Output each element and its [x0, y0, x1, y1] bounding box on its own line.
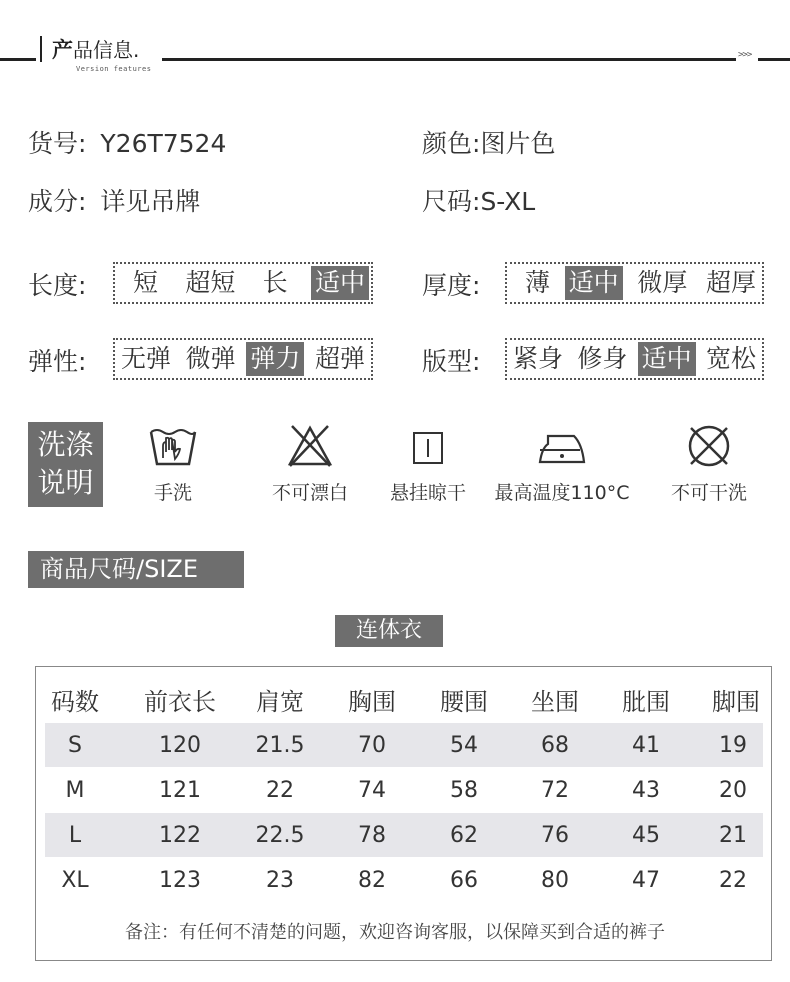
header-arrows: >>> [738, 50, 752, 60]
color-info [422, 124, 555, 160]
wash-item-iron [490, 424, 634, 505]
header-rule-left [0, 58, 36, 61]
category-banner: 连体衣 [335, 615, 443, 647]
wash-item-no-dry-clean [661, 424, 757, 505]
fit-option: 修身 [577, 344, 628, 373]
fit-options [505, 338, 764, 380]
table-cell: 58 [450, 778, 478, 803]
size-chart-note: 备注：有任何不清楚的问题，欢迎咨询客服，以保障买到合适的裤子 [125, 922, 665, 943]
elasticity-option: 微弹 [185, 344, 236, 373]
table-row [45, 768, 763, 812]
thickness-options [505, 262, 764, 304]
table-cell: 19 [719, 733, 747, 758]
elasticity-option: 无弹 [121, 344, 172, 373]
title-first-char: 产 [52, 38, 73, 62]
table-cell: 68 [541, 733, 569, 758]
table-cell: XL [61, 868, 89, 893]
wash-item-hand-wash [133, 424, 213, 505]
wash-label: 不可干洗 [670, 482, 747, 504]
elasticity-option: 超弹 [314, 344, 365, 373]
table-cell: 72 [541, 778, 569, 803]
section-title-product-info [52, 34, 139, 64]
table-cell: 54 [450, 733, 478, 758]
table-header-cell: 胸围 [348, 688, 396, 716]
table-cell: 82 [358, 868, 386, 893]
header-rule-end [758, 58, 790, 61]
table-cell: 41 [632, 733, 660, 758]
table-cell: L [68, 823, 82, 848]
thickness-option: 薄 [525, 268, 551, 297]
wash-label: 不可漂白 [271, 482, 348, 504]
wash-label: 手洗 [153, 482, 192, 504]
wash-label: 悬挂晾干 [389, 482, 466, 504]
table-cell: 74 [358, 778, 386, 803]
table-cell: 21 [719, 823, 747, 848]
title-rest: 品信息. [73, 38, 140, 62]
material-label: 成分: [28, 187, 87, 216]
elasticity-option: 弹力 [246, 342, 304, 376]
table-header-cell: 腰围 [440, 688, 488, 716]
table-cell: 47 [632, 868, 660, 893]
table-header-cell: 肩宽 [256, 688, 304, 716]
wash-label: 最高温度110°C [494, 482, 630, 504]
table-cell: 123 [159, 868, 201, 893]
size-info [422, 182, 535, 218]
table-cell: S [68, 733, 82, 758]
color-label: 颜色: [422, 129, 481, 158]
table-header-cell: 脚围 [712, 688, 760, 716]
washing-title-line2: 说明 [37, 466, 94, 499]
fit-option: 适中 [638, 342, 696, 376]
table-row [45, 813, 763, 857]
table-header-cell: 坐围 [531, 688, 579, 716]
washing-title-line1: 洗涤 [37, 428, 94, 461]
hang-dry-icon [408, 424, 448, 468]
item-number [28, 124, 226, 160]
thickness-option: 微厚 [637, 268, 688, 297]
fit-option: 宽松 [705, 344, 756, 373]
length-option: 短 [133, 268, 159, 297]
table-header-cell: 前衣长 [144, 688, 216, 716]
table-cell: 22.5 [255, 823, 305, 848]
thickness-option: 超厚 [705, 268, 756, 297]
item-number-value: Y26T7524 [100, 129, 227, 158]
table-cell: 62 [450, 823, 478, 848]
table-cell: 45 [632, 823, 660, 848]
item-number-label: 货号: [28, 129, 87, 158]
table-cell: 20 [719, 778, 747, 803]
thickness-option: 适中 [565, 266, 623, 300]
table-header-cell: 码数 [51, 688, 99, 716]
color-value: 图片色 [480, 129, 556, 158]
iron-icon [534, 424, 590, 468]
fit-label: 版型: [422, 347, 481, 376]
table-cell: 80 [541, 868, 569, 893]
hand-wash-icon [147, 424, 199, 468]
table-cell: 120 [159, 733, 201, 758]
table-cell: 43 [632, 778, 660, 803]
table-cell: 70 [358, 733, 386, 758]
length-option: 超短 [185, 268, 236, 297]
table-row [45, 858, 763, 902]
table-cell: M [65, 778, 85, 803]
length-option: 长 [262, 268, 288, 297]
table-cell: 22 [719, 868, 747, 893]
material-info [28, 182, 200, 218]
table-cell: 76 [541, 823, 569, 848]
table-cell: 121 [159, 778, 201, 803]
length-label: 长度: [28, 271, 87, 300]
table-cell: 66 [450, 868, 478, 893]
no-bleach-icon [286, 424, 334, 468]
elasticity-label: 弹性: [28, 347, 87, 376]
length-option: 适中 [311, 266, 369, 300]
elasticity-options [113, 338, 373, 380]
wash-item-no-bleach [262, 424, 358, 505]
header-rule-right [162, 58, 736, 61]
table-cell: 23 [266, 868, 294, 893]
table-cell: 78 [358, 823, 386, 848]
no-dry-clean-icon [685, 424, 733, 468]
section-subtitle: Version features [76, 65, 152, 73]
size-label: 尺码: [422, 187, 481, 216]
table-cell: 22 [266, 778, 294, 803]
table-cell: 21.5 [255, 733, 305, 758]
length-options [113, 262, 373, 304]
size-value: S-XL [480, 187, 536, 216]
table-cell: 122 [159, 823, 201, 848]
fit-option: 紧身 [513, 344, 564, 373]
wash-item-hang-dry [380, 424, 476, 505]
table-header-cell: 肶围 [622, 688, 670, 716]
material-value: 详见吊牌 [100, 187, 201, 216]
thickness-label: 厚度: [422, 271, 481, 300]
washing-instructions-title [28, 422, 103, 507]
header-accent-bar [40, 36, 42, 62]
table-row [45, 723, 763, 767]
size-chart-banner: 商品尺码/SIZE [28, 551, 244, 588]
